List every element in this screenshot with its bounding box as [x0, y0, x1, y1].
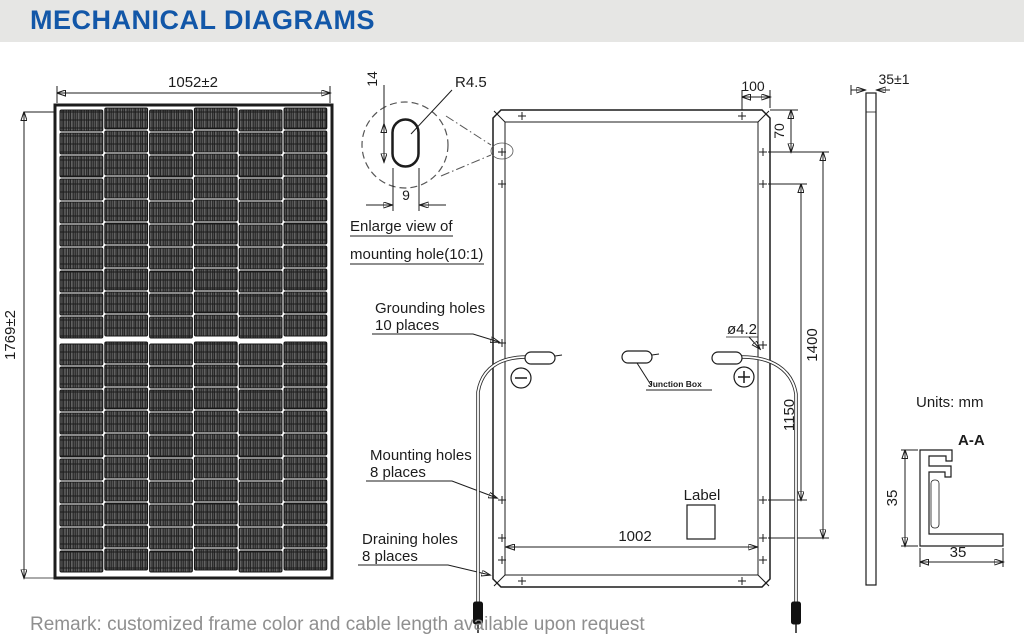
- solar-cell: [105, 480, 148, 501]
- slot-radius-value: R4.5: [455, 74, 487, 91]
- solar-cell: [284, 223, 327, 244]
- solar-cell: [194, 388, 237, 409]
- units-label: Units: mm: [916, 394, 984, 411]
- solar-cell: [105, 131, 148, 152]
- section-width-value: 35: [949, 544, 967, 561]
- solar-cell: [239, 133, 282, 154]
- mount-span-value: 1150: [781, 398, 798, 432]
- solar-cell: [284, 549, 327, 570]
- solar-cell: [60, 459, 103, 480]
- solar-cell: [194, 200, 237, 221]
- front-height-value: 1769±2: [2, 310, 19, 360]
- solar-cell: [284, 154, 327, 175]
- solar-cell: [105, 549, 148, 570]
- solar-cell: [284, 246, 327, 267]
- solar-cell: [105, 269, 148, 290]
- minus-circle-icon: [511, 368, 531, 388]
- solar-cell: [150, 179, 193, 200]
- thickness-value: 35±1: [878, 71, 910, 87]
- solar-cell: [284, 388, 327, 409]
- outer-span-dimension: [768, 152, 829, 538]
- solar-cell: [60, 133, 103, 154]
- solar-cell: [194, 342, 237, 363]
- mounting-label-line1: Mounting holes: [370, 447, 472, 464]
- solar-cell: [194, 434, 237, 455]
- grounding-label-line1: Grounding holes: [375, 300, 486, 317]
- section-width-dimension: [920, 544, 1003, 567]
- solar-cell: [150, 413, 193, 434]
- solar-cell: [239, 413, 282, 434]
- page-title: MECHANICAL DIAGRAMS: [30, 5, 375, 35]
- front-view: [2, 74, 332, 578]
- solar-cell: [239, 271, 282, 292]
- outer-span-value: 1400: [804, 328, 821, 362]
- solar-cell: [60, 505, 103, 526]
- solar-cell: [239, 317, 282, 338]
- draining-label-line2: 8 places: [362, 548, 418, 565]
- slot-height-dimension: [364, 71, 384, 162]
- solar-cell: [194, 292, 237, 313]
- solar-cell: [239, 528, 282, 549]
- solar-cell: [60, 156, 103, 177]
- solar-cell: [284, 503, 327, 524]
- solar-cell: [105, 108, 148, 129]
- grounding-label-line2: 10 places: [375, 317, 440, 334]
- solar-cell: [194, 503, 237, 524]
- mounting-label-line2: 8 places: [370, 464, 426, 481]
- slot-width-value: 9: [402, 187, 410, 203]
- solar-cell: [239, 225, 282, 246]
- side-view: [851, 71, 910, 585]
- solar-cell: [284, 200, 327, 221]
- solar-cell: [239, 294, 282, 315]
- solar-cell: [60, 271, 103, 292]
- solar-cell: [150, 390, 193, 411]
- solar-cell: [239, 505, 282, 526]
- solar-cell: [60, 294, 103, 315]
- solar-cell: [194, 411, 237, 432]
- front-width-dimension: [57, 74, 330, 103]
- solar-cell: [284, 292, 327, 313]
- solar-cell: [284, 434, 327, 455]
- solar-cell: [150, 459, 193, 480]
- solar-cell: [284, 342, 327, 363]
- positive-connector-plug: [792, 602, 801, 624]
- solar-cell: [284, 457, 327, 478]
- solar-cell: [105, 434, 148, 455]
- solar-cell: [105, 457, 148, 478]
- solar-cell: [239, 367, 282, 388]
- solar-cell: [150, 436, 193, 457]
- solar-cell: [284, 365, 327, 386]
- solar-cell: [284, 411, 327, 432]
- detail-caption-line1: Enlarge view of: [350, 218, 453, 235]
- solar-cell: [105, 315, 148, 336]
- solar-cell: [150, 248, 193, 269]
- solar-cell: [239, 459, 282, 480]
- positive-port: [712, 352, 742, 364]
- slot-radius-callout: [411, 74, 487, 134]
- solar-cell: [105, 388, 148, 409]
- back-view: [358, 78, 829, 633]
- slot-width-dimension: [366, 168, 446, 211]
- detail-caption: [350, 218, 484, 264]
- side-profile-bar: [866, 93, 876, 585]
- solar-cell: [194, 131, 237, 152]
- solar-cell: [60, 367, 103, 388]
- solar-cell: [194, 223, 237, 244]
- solar-cell: [150, 344, 193, 365]
- section-label: A-A: [958, 432, 985, 449]
- solar-cell: [60, 225, 103, 246]
- solar-cell: [239, 156, 282, 177]
- junction-box-label: Junction Box: [648, 379, 702, 389]
- solar-cell: [150, 133, 193, 154]
- solar-cell: [60, 436, 103, 457]
- solar-cell: [105, 154, 148, 175]
- solar-cell: [60, 344, 103, 365]
- solar-cell: [105, 292, 148, 313]
- solar-cell: [150, 294, 193, 315]
- solar-cell: [239, 390, 282, 411]
- section-view: [884, 394, 1003, 567]
- solar-cell: [194, 177, 237, 198]
- solar-cell: [105, 411, 148, 432]
- solar-cell: [239, 436, 282, 457]
- solar-cell: [239, 551, 282, 572]
- solar-cell: [194, 246, 237, 267]
- grounding-holes-callout: [372, 300, 499, 342]
- solar-cell: [60, 110, 103, 131]
- solar-cell: [284, 131, 327, 152]
- solar-cell: [150, 110, 193, 131]
- label-marker: [684, 487, 721, 539]
- solar-cell: [150, 551, 193, 572]
- detail-caption-line2: mounting hole(10:1): [350, 246, 484, 263]
- solar-cell: [60, 413, 103, 434]
- solar-cell: [239, 248, 282, 269]
- remark-text: Remark: customized frame color and cable length available upon request: [30, 614, 645, 635]
- solar-cell: [60, 248, 103, 269]
- solar-cell: [150, 317, 193, 338]
- label-text: Label: [683, 487, 721, 504]
- solar-cell: [150, 225, 193, 246]
- plus-circle-icon: [734, 367, 754, 387]
- solar-cell: [284, 177, 327, 198]
- solar-cell: [239, 202, 282, 223]
- draining-label-line1: Draining holes: [362, 531, 458, 548]
- draining-holes-callout: [358, 531, 490, 575]
- solar-cell: [60, 179, 103, 200]
- solar-cell: [239, 344, 282, 365]
- zoom-link-line-top: [446, 116, 491, 145]
- mounting-hole-detail: [350, 71, 491, 264]
- solar-cell: [239, 179, 282, 200]
- solar-cell: [60, 482, 103, 503]
- solar-cell: [105, 503, 148, 524]
- label-box: [687, 505, 715, 539]
- zoom-link-line-bottom: [441, 155, 491, 176]
- solar-cell: [105, 246, 148, 267]
- thickness-dimension: [851, 71, 910, 95]
- bottom-width-value: 1002: [618, 528, 652, 545]
- solar-cell: [150, 202, 193, 223]
- mounting-slot: [393, 120, 419, 167]
- solar-cell: [105, 223, 148, 244]
- solar-cell: [105, 526, 148, 547]
- solar-cell: [105, 177, 148, 198]
- solar-cell: [194, 365, 237, 386]
- solar-cell: [194, 526, 237, 547]
- back-frame-outer: [493, 110, 770, 587]
- solar-cell: [60, 202, 103, 223]
- frame-cavity: [931, 480, 939, 528]
- solar-cell: [150, 528, 193, 549]
- mount-span-dimension: [768, 184, 807, 500]
- solar-cell: [194, 269, 237, 290]
- side-offset-dimension: [768, 110, 798, 152]
- top-offset-value: 100: [741, 78, 765, 94]
- solar-cell: [284, 269, 327, 290]
- solar-cell: [60, 551, 103, 572]
- solar-cell: [60, 390, 103, 411]
- solar-cell: [284, 315, 327, 336]
- solar-cell: [150, 271, 193, 292]
- side-offset-value: 70: [771, 123, 787, 139]
- frame-profile: [920, 450, 1003, 546]
- solar-cell: [194, 480, 237, 501]
- solar-cell: [194, 457, 237, 478]
- solar-cell: [150, 505, 193, 526]
- front-width-value: 1052±2: [168, 74, 218, 91]
- solar-cell: [194, 315, 237, 336]
- solar-cell: [284, 480, 327, 501]
- solar-cell: [239, 482, 282, 503]
- front-height-dimension: [2, 112, 56, 578]
- solar-cell: [105, 342, 148, 363]
- solar-cell: [194, 549, 237, 570]
- solar-cell: [150, 156, 193, 177]
- center-port: [622, 351, 652, 363]
- top-offset-dimension: [741, 78, 770, 110]
- solar-cell: [284, 108, 327, 129]
- solar-cell: [105, 200, 148, 221]
- solar-cell: [150, 367, 193, 388]
- solar-cell: [60, 528, 103, 549]
- section-height-value: 35: [884, 489, 901, 507]
- solar-cell: [284, 526, 327, 547]
- slot-height-value: 14: [364, 71, 380, 87]
- solar-cell: [150, 482, 193, 503]
- solar-cell: [194, 154, 237, 175]
- solar-cell: [105, 365, 148, 386]
- solar-cell: [239, 110, 282, 131]
- negative-port: [525, 352, 555, 364]
- section-height-dimension: [884, 450, 918, 546]
- solar-cell: [194, 108, 237, 129]
- solar-cell: [60, 317, 103, 338]
- hole-diameter-value: ø4.2: [726, 321, 758, 338]
